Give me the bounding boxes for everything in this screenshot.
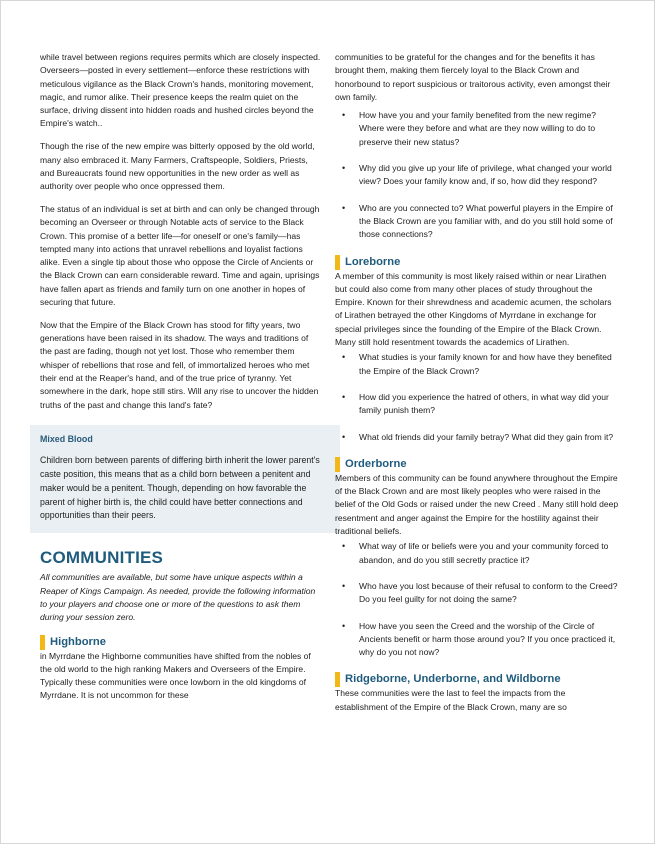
- highborne-questions: [335, 109, 619, 241]
- question-text: Who are you connected to? What powerful players in the Empire of the Black Crown are you familiar with, and do you still hold some of those connections?: [359, 202, 613, 240]
- bullet-icon: •: [342, 431, 346, 442]
- question-text: How have you and your family benefited from the new regime? Where were they before and what are they now willing to do to preserve their new status?: [359, 110, 597, 147]
- orderborne-heading: [335, 457, 619, 472]
- bullet-icon: •: [342, 163, 346, 174]
- ridgeborne-text: These communities were the last to feel the impacts from the establishment of the Empire of the Black Crown, many are so: [335, 688, 567, 712]
- question-item: [335, 351, 619, 378]
- question-text: How have you seen the Creed and the worship of the Circle of Ancients benefit or harm those around you? If you once practiced it, why do you not now?: [359, 620, 616, 658]
- question-item: [335, 580, 619, 607]
- sidebar-text: Children born between parents of differing birth inherit the lower parent's caste position, this means that as a child born between a penitent and maker would be a penitent. Though, depending on how favorable the parent of higher birth is, the child could have better connections and opportunities than their peers.: [40, 454, 320, 521]
- ridgeborne-heading: [335, 672, 619, 687]
- heading-text: Highborne: [50, 635, 106, 648]
- highborne-continued: communities to be grateful for the changes and for the benefits it has brought them, making them fiercely loyal to the Black Crown and honorbound to report suspicious or traitorous activity, even amongst their own family.: [335, 52, 611, 102]
- orderborne-questions: [335, 540, 619, 659]
- accent-bar: [40, 635, 45, 650]
- mixed-blood-sidebar: [30, 425, 340, 533]
- question-item: [335, 540, 619, 567]
- question-text: What studies is your family known for and how have they benefited the Empire of the Black Crown?: [359, 352, 612, 376]
- question-text: How did you experience the hatred of others, in what way did your family punish them?: [359, 391, 609, 416]
- orderborne-text: Members of this community can be found anywhere throughout the Empire of the Black Crown and are most likely peoples who were raised in the belief of the Old Gods or raised under the new Creed . Many still hold deep resentment and anger against the Empire for the hostility against their traditional beliefs.: [335, 472, 619, 537]
- paragraph: Though the rise of the new empire was bitterly opposed by the old world, many also embraced it. Many Farmers, Craftspeople, Soldiers, Priests, and Bureaucrats found new opportunities in the new order as well as authority over people who once oppressed them.: [40, 141, 315, 192]
- right-column: [335, 51, 619, 723]
- accent-bar: [335, 672, 340, 687]
- heading-text: Loreborne: [345, 255, 401, 268]
- question-text: What way of life or beliefs were you and your community forced to abandon, and do you still secretly practice it?: [359, 541, 609, 565]
- bullet-icon: •: [342, 202, 346, 213]
- loreborne-text: A member of this community is most likely raised within or near Lirathen but could also come from many other places of study throughout the Empire. Known for their shrewdness and academic acumen, the scholars of Lirathen betrayed the other Kingdoms of Myrrdane in exchange for special privileges since the founding of the Empire of the Black Crown. Many still hold resentment towards the academics of Lirathen.: [335, 270, 612, 348]
- loreborne-questions: [335, 351, 619, 443]
- question-item: [335, 109, 619, 149]
- paragraph: The status of an individual is set at birth and can only be changed through becoming an Overseer or through Notable acts of service to the Black Crown. This promise of a better life—for oneself or one's family—has tempted many into actions that unravel rebellions and loyalist factions alike. Even a single tip about those who oppose the Circle of Ancients or the Black Crown can earn considerable reward. Time and again, uprisings have fallen apart as friends and family turn on one another in hopes of securing that future.: [40, 203, 320, 308]
- question-item: [335, 391, 619, 418]
- bullet-icon: •: [342, 580, 346, 591]
- question-text: Who have you lost because of their refusal to conform to the Creed? Do you feel guilty for not doing the same?: [359, 580, 618, 605]
- question-item: [335, 620, 619, 660]
- communities-intro: All communities are available, but some have unique aspects within a Reaper of Kings Campaign. As needed, provide the following information to your players and choose one or more of the questions to ask them during your session zero.: [40, 572, 316, 623]
- left-column: [40, 51, 322, 712]
- question-item: [335, 162, 619, 189]
- loreborne-heading: [335, 255, 619, 270]
- bullet-icon: •: [342, 391, 346, 402]
- bullet-icon: •: [342, 620, 346, 631]
- highborne-heading: [40, 635, 322, 650]
- paragraph: Now that the Empire of the Black Crown has stood for fifty years, two generations have been raised in its shadow. The ways and traditions of the past are fading, though not yet lost. Those who remember them whisper of rebellions that rose and fell, of immortalized heroes who met their end at the Reaper's hand, and of the true price of tyranny. Yet somewhere in the dark, hope still stirs. Will any rise to uncover the hidden truths of the past and change this land's fate?: [40, 319, 319, 410]
- accent-bar: [335, 457, 340, 472]
- accent-bar: [335, 255, 340, 270]
- question-text: What old friends did your family betray? What did they gain from it?: [359, 431, 614, 442]
- question-item: [335, 202, 619, 242]
- highborne-text: in Myrrdane the Highborne communities have shifted from the nobles of the old world to the high ranking Makers and Overseers of the Empire. Typically these communities were once lowborn in the old kingdoms of Myrrdane. It is not uncommon for these: [40, 650, 311, 701]
- bullet-icon: •: [342, 110, 346, 121]
- bullet-icon: •: [342, 352, 346, 363]
- paragraph: while travel between regions requires permits which are closely inspected. Overseers—posted in every settlement—enforce these restrictions with meticulous vigilance as the Black Crown's hands, monitoring movement, magic, and rumor alike. Their presence keeps the realm quiet on the surface, driving dissent into hidden roads and hushed circles beyond the Empire's watch..: [40, 52, 321, 129]
- communities-heading: COMMUNITIES: [40, 548, 164, 568]
- heading-text: Ridgeborne, Underborne, and Wildborne: [345, 673, 561, 686]
- sidebar-title: Mixed Blood: [40, 433, 93, 444]
- bullet-icon: •: [342, 541, 346, 552]
- question-text: Why did you give up your life of privilege, what changed your world view? Does your family know and, if so, how did they respond?: [359, 163, 612, 187]
- heading-text: Orderborne: [345, 457, 407, 470]
- question-item: [335, 431, 619, 444]
